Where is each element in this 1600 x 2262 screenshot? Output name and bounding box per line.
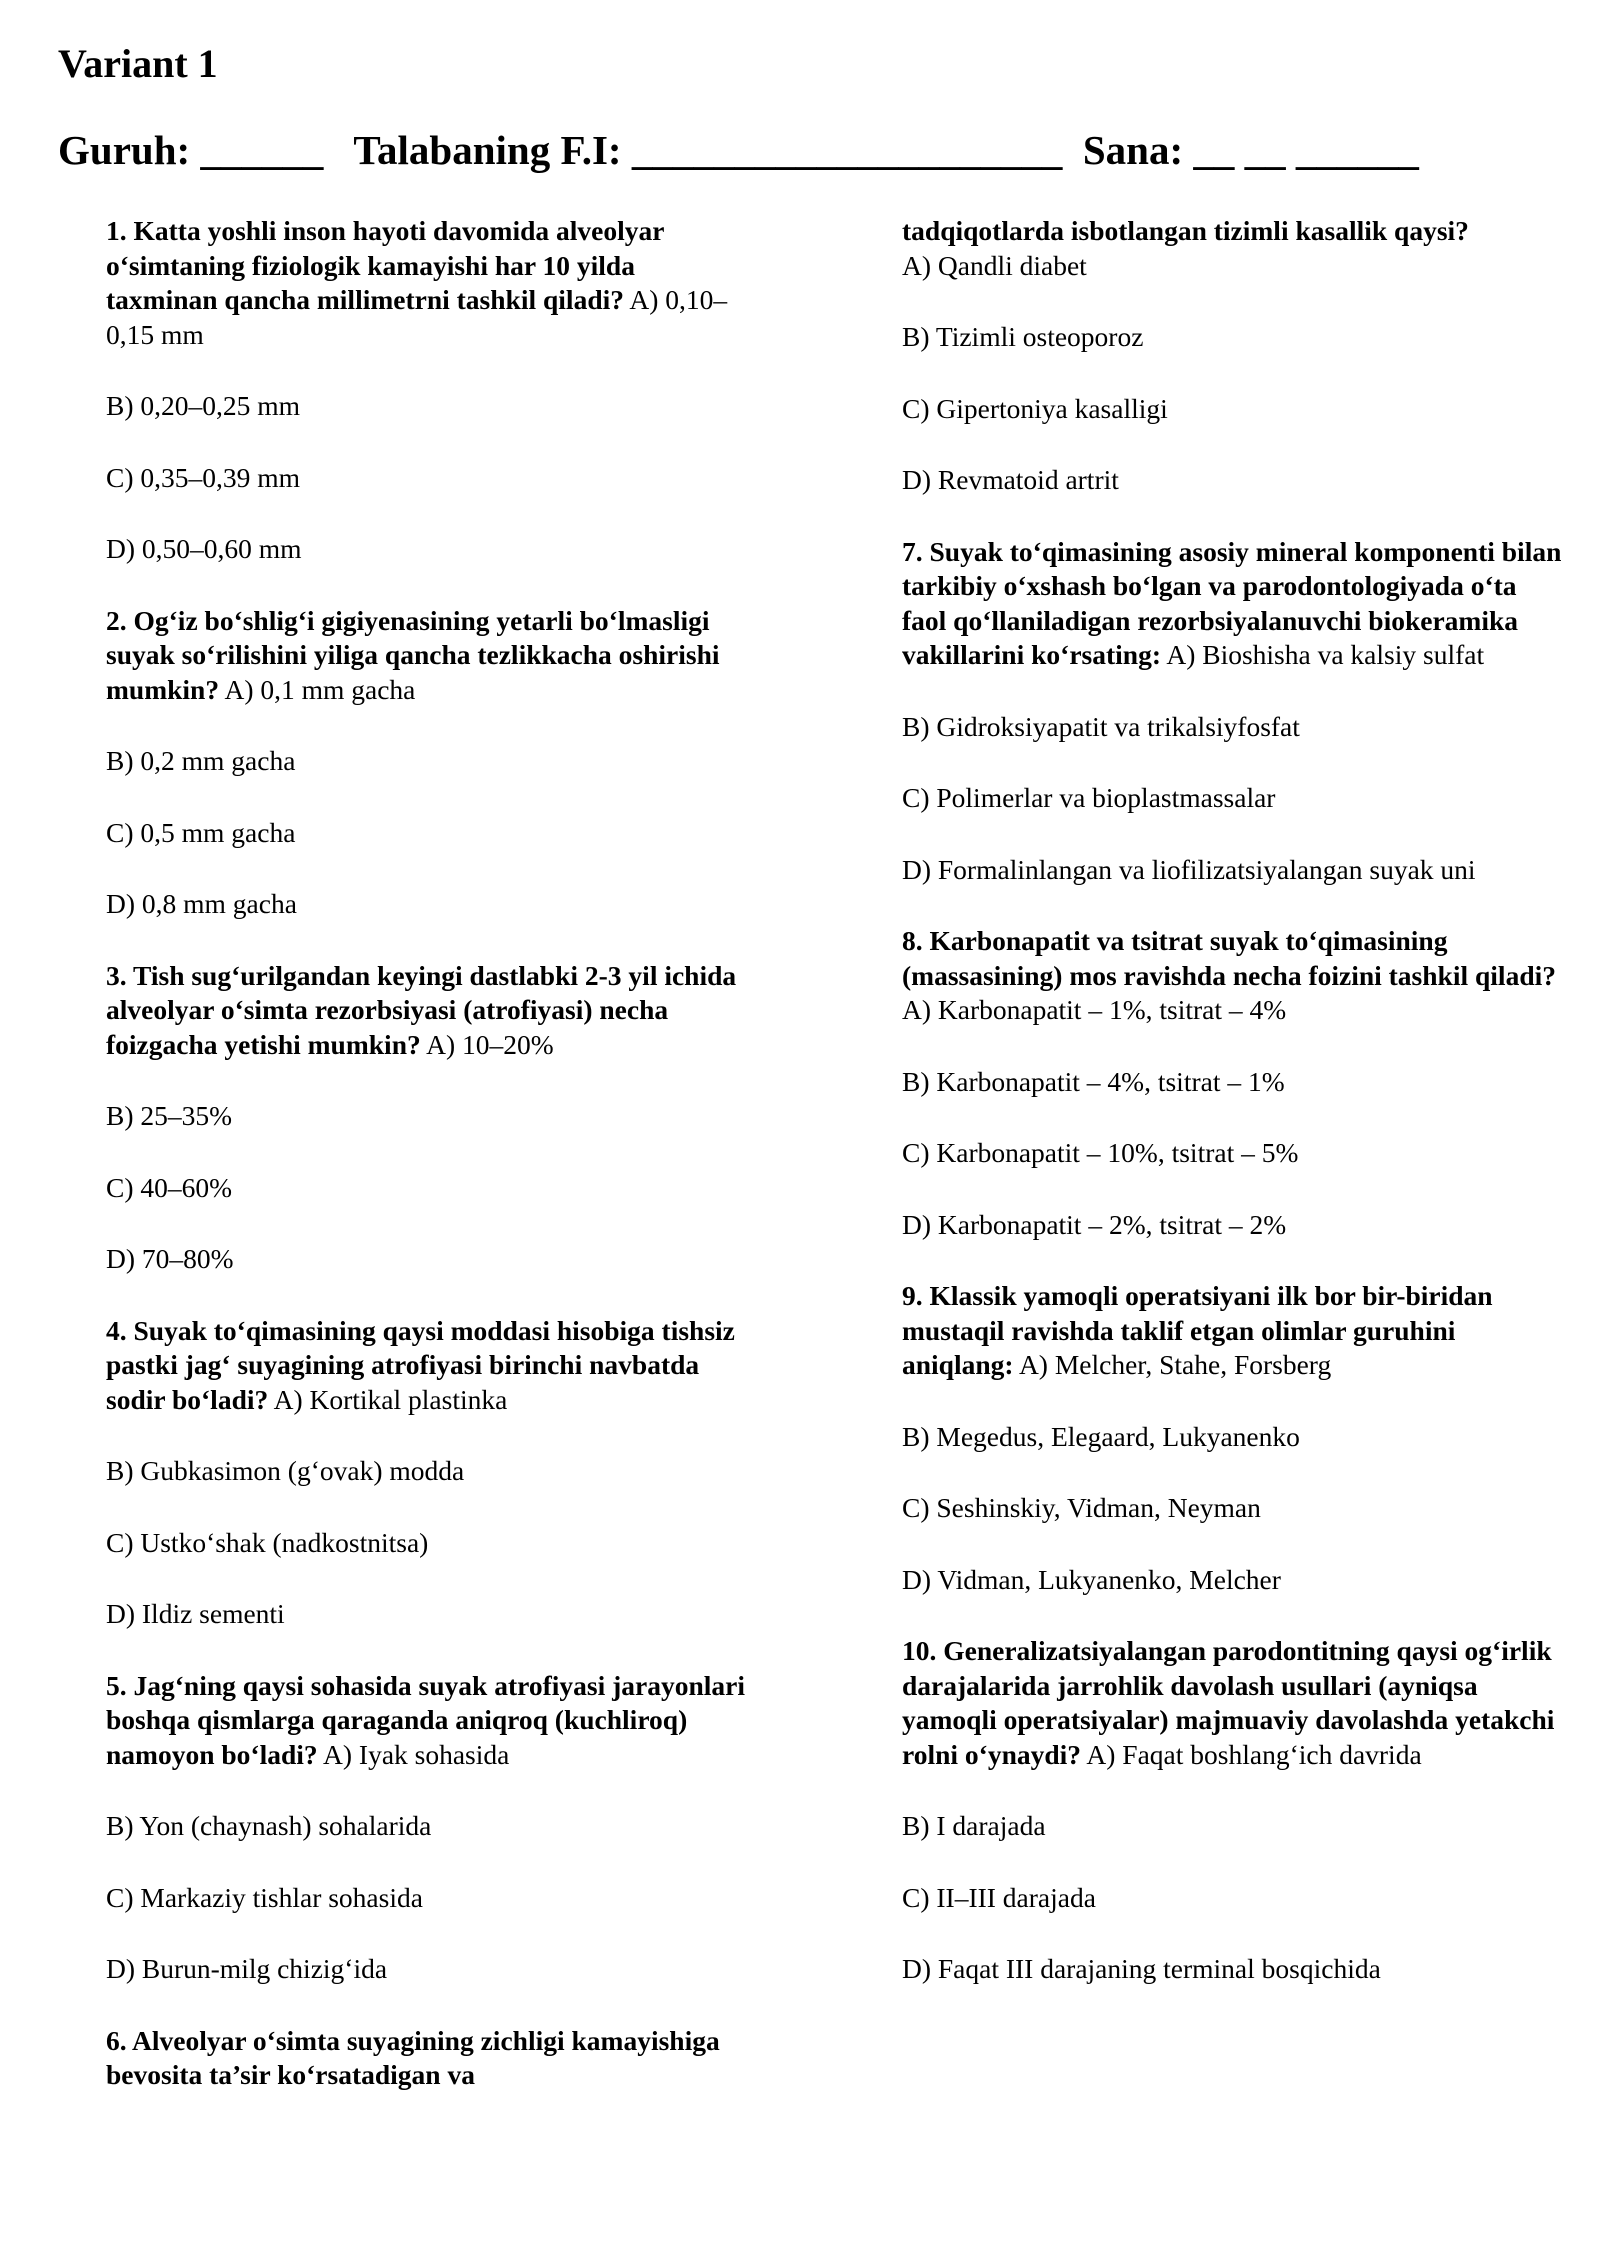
option-a: A) 10–20% bbox=[426, 1028, 554, 1060]
option-c: C) Markaziy tishlar sohasida bbox=[106, 1881, 423, 1913]
option-b: B) 0,20–0,25 mm bbox=[106, 390, 301, 421]
option-a: A) 0,10–0,15 mm bbox=[106, 284, 728, 350]
question-text: 3. Tish sug‘urilgandan keyingi dastlabki 2-3 yil ichida alveolyar o‘simta rezorbsiyasi (atrofiyasi) necha foizgacha yetishi mumkin? bbox=[106, 959, 737, 1060]
option-c: C) Ustko‘shak (nadkostnitsa) bbox=[106, 1526, 429, 1558]
question-text: 2. Og‘iz bo‘shlig‘i gigiyenasining yetarli bo‘lmasligi suyak so‘rilishini yiliga qancha tezlikkacha oshirishi mumkin? bbox=[106, 604, 720, 705]
group-blank: ______ bbox=[200, 127, 324, 173]
question-9 bbox=[902, 1279, 1562, 1597]
question-text: 5. Jag‘ning qaysi sohasida suyak atrofiyasi jarayonlari boshqa qismlarga qaraganda aniqroq (kuchliroq) namoyon bo‘ladi? bbox=[106, 1669, 745, 1770]
option-b: B) I darajada bbox=[902, 1810, 1046, 1841]
option-b: B) Gubkasimon (g‘ovak) modda bbox=[106, 1455, 465, 1486]
student-info-header bbox=[58, 122, 1419, 178]
option-a: A) Karbonapatit – 1%, tsitrat – 4% bbox=[902, 994, 1287, 1025]
option-b: B) Gidroksiyapatit va trikalsiyfosfat bbox=[902, 710, 1300, 742]
option-c: C) 0,35–0,39 mm bbox=[106, 461, 301, 493]
question-text: 8. Karbonapatit va tsitrat suyak to‘qimasining (massasining) mos ravishda necha foizini tashkil qiladi? bbox=[902, 925, 1557, 991]
date-blank: __ __ ______ bbox=[1193, 127, 1419, 173]
group-label: Guruh: bbox=[58, 127, 191, 173]
option-b: B) Tizimli osteoporoz bbox=[902, 321, 1144, 352]
page-title: Variant 1 bbox=[58, 41, 218, 86]
option-d: D) 70–80% bbox=[106, 1243, 234, 1274]
question-5 bbox=[106, 1669, 746, 1987]
option-c: C) 0,5 mm gacha bbox=[106, 816, 296, 848]
option-a: A) Qandli diabet bbox=[902, 249, 1087, 281]
question-text: 4. Suyak to‘qimasining qaysi moddasi hisobiga tishsiz pastki jag‘ suyagining atrofiyasi birinchi navbatda sodir bo‘ladi? bbox=[106, 1314, 735, 1415]
question-4 bbox=[106, 1314, 746, 1632]
question-6-start bbox=[106, 2024, 746, 2093]
option-a: A) Melcher, Stahe, Forsberg bbox=[1018, 1349, 1332, 1380]
student-name-blank: _____________________ bbox=[631, 127, 1063, 173]
option-b: B) 0,2 mm gacha bbox=[106, 745, 296, 776]
option-d: D) 0,50–0,60 mm bbox=[106, 533, 302, 564]
option-d: D) Burun-milg chizig‘ida bbox=[106, 1953, 388, 1984]
option-c: C) 40–60% bbox=[106, 1171, 233, 1203]
question-text: 10. Generalizatsiyalangan parodontitning qaysi og‘irlik darajalarida jarrohlik davolash usullari (ayniqsa yamoqli operatsiyalar) majmuaviy davolashda yetakchi rolni o‘ynaydi? bbox=[902, 1635, 1555, 1770]
question-text: 7. Suyak to‘qimasining asosiy mineral komponenti bilan tarkibiy o‘xshash bo‘lgan va parodontologiyada o‘ta faol qo‘llaniladigan rezorbsiyalanuvchi biokeramika vakillarini ko‘rsating: bbox=[902, 535, 1562, 670]
option-a: A) Kortikal plastinka bbox=[273, 1383, 508, 1415]
question-3 bbox=[106, 959, 746, 1277]
option-a: A) Bioshisha va kalsiy sulfat bbox=[1166, 639, 1485, 670]
option-d: D) Revmatoid artrit bbox=[902, 464, 1119, 495]
question-10 bbox=[902, 1634, 1562, 1987]
option-b: B) 25–35% bbox=[106, 1100, 233, 1131]
option-b: B) Megedus, Elegaard, Lukyanenko bbox=[902, 1420, 1300, 1452]
option-d: D) Ildiz sementi bbox=[106, 1598, 285, 1629]
question-text: 6. Alveolyar o‘simta suyagining zichligi kamayishiga bevosita ta’sir ko‘rsatadigan va bbox=[106, 2024, 720, 2090]
option-c: C) Gipertoniya kasalligi bbox=[902, 392, 1168, 424]
option-a: A) 0,1 mm gacha bbox=[224, 673, 416, 705]
question-8 bbox=[902, 924, 1562, 1242]
question-text: 1. Katta yoshli inson hayoti davomida alveolyar o‘simtaning fiziologik kamayishi har 10 yilda taxminan qancha millimetrni tashkil qiladi? bbox=[106, 215, 664, 315]
question-6-continued bbox=[902, 214, 1562, 498]
option-c: C) II–III darajada bbox=[902, 1881, 1096, 1913]
option-d: D) Formalinlangan va liofilizatsiyalangan suyak uni bbox=[902, 853, 1476, 885]
option-d: D) 0,8 mm gacha bbox=[106, 888, 297, 919]
left-column bbox=[106, 214, 746, 2130]
question-1 bbox=[106, 214, 746, 567]
student-name-label: Talabaning F.I: bbox=[353, 127, 622, 173]
option-d: D) Vidman, Lukyanenko, Melcher bbox=[902, 1563, 1281, 1595]
right-column bbox=[902, 214, 1562, 2024]
option-a: A) Faqat boshlang‘ich davrida bbox=[1086, 1738, 1422, 1770]
question-text: tadqiqotlarda isbotlangan tizimli kasallik qaysi? bbox=[902, 215, 1469, 246]
option-d: D) Karbonapatit – 2%, tsitrat – 2% bbox=[902, 1208, 1287, 1240]
question-2 bbox=[106, 604, 746, 922]
date-label: Sana: bbox=[1082, 127, 1184, 173]
option-d: D) Faqat III darajaning terminal bosqichida bbox=[902, 1953, 1381, 1984]
option-c: C) Seshinskiy, Vidman, Neyman bbox=[902, 1492, 1261, 1523]
question-text: 9. Klassik yamoqli operatsiyani ilk bor bir-biridan mustaqil ravishda taklif etgan olimlar guruhini aniqlang: bbox=[902, 1280, 1493, 1380]
option-a: A) Iyak sohasida bbox=[323, 1738, 510, 1770]
option-c: C) Karbonapatit – 10%, tsitrat – 5% bbox=[902, 1137, 1299, 1168]
option-c: C) Polimerlar va bioplastmassalar bbox=[902, 782, 1276, 813]
option-b: B) Karbonapatit – 4%, tsitrat – 1% bbox=[902, 1065, 1285, 1097]
option-b: B) Yon (chaynash) sohalarida bbox=[106, 1810, 432, 1841]
question-7 bbox=[902, 535, 1562, 888]
